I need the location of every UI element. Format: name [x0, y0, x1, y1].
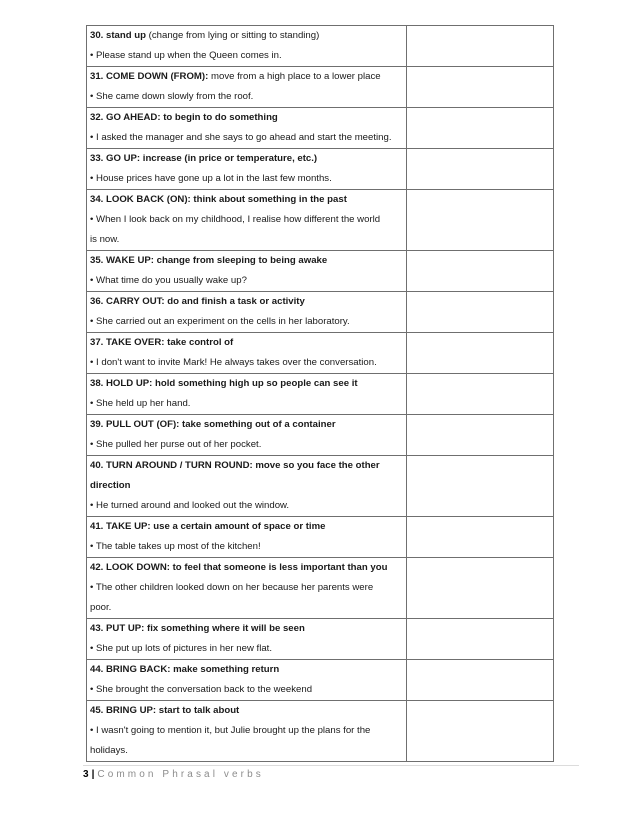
- entry-row: [87, 415, 554, 456]
- entry-definition: (change from lying or sitting to standing): [145, 30, 320, 41]
- entry-title: 31. COME DOWN (FROM):: [90, 71, 209, 82]
- entry-title: 38. HOLD UP: hold something high up so people can see it: [90, 378, 358, 389]
- entry-heading: [87, 333, 406, 353]
- entry-heading: [87, 67, 406, 87]
- entry-heading: [87, 619, 406, 639]
- blank-answer-cell: [407, 292, 554, 333]
- entry-cell: [87, 333, 407, 374]
- blank-answer-cell: [407, 26, 554, 67]
- entry-cell: [87, 67, 407, 108]
- entry-title: 41. TAKE UP: use a certain amount of space or time: [90, 521, 326, 532]
- blank-answer-cell: [407, 374, 554, 415]
- entry-heading: [87, 251, 406, 271]
- blank-answer-cell: [407, 251, 554, 292]
- entry-example-line: holidays.: [90, 745, 128, 756]
- blank-answer-cell: [407, 415, 554, 456]
- entry-row: [87, 149, 554, 190]
- entry-example-line: • She brought the conversation back to the weekend: [90, 684, 313, 695]
- entry-heading: [87, 108, 406, 128]
- entry-cell: [87, 149, 407, 190]
- entry-example-line: • He turned around and looked out the window.: [90, 500, 290, 511]
- entry-example-line: • She pulled her purse out of her pocket.: [90, 439, 262, 450]
- entry-heading: [87, 149, 406, 169]
- entry-example-line: • She held up her hand.: [90, 398, 191, 409]
- blank-answer-cell: [407, 619, 554, 660]
- entry-example-line: poor.: [90, 602, 112, 613]
- entry-title: 44. BRING BACK: make something return: [90, 664, 280, 675]
- entry-example-line: • I asked the manager and she says to go ahead and start the meeting.: [90, 132, 392, 143]
- entry-heading: [87, 292, 406, 312]
- entry-title: 40. TURN AROUND / TURN ROUND: move so you face the other: [90, 460, 380, 471]
- entry-title: 42. LOOK DOWN: to feel that someone is less important than you: [90, 562, 388, 573]
- entry-row: [87, 108, 554, 149]
- entry-title: 32. GO AHEAD: to begin to do something: [90, 112, 278, 123]
- entry-example-line: • The other children looked down on her because her parents were: [90, 582, 374, 593]
- page-footer: [83, 765, 579, 780]
- entry-heading-continued: [87, 476, 406, 496]
- entry-heading: [87, 701, 406, 721]
- entry-example-line: • I don't want to invite Mark! He always takes over the conversation.: [90, 357, 377, 368]
- entry-example-line: • I wasn't going to mention it, but Julie brought up the plans for the: [90, 725, 371, 736]
- entry-title: 43. PUT UP: fix something where it will be seen: [90, 623, 305, 634]
- entry-title: 37. TAKE OVER: take control of: [90, 337, 234, 348]
- entry-example-line: • Please stand up when the Queen comes in.: [90, 50, 282, 61]
- footer-title: Common Phrasal verbs: [97, 769, 264, 780]
- entry-row: [87, 26, 554, 67]
- entry-example-line: • She came down slowly from the roof.: [90, 91, 254, 102]
- entry-row: [87, 456, 554, 517]
- entry-cell: [87, 190, 407, 251]
- entry-example-line: • What time do you usually wake up?: [90, 275, 247, 286]
- table-body: [87, 26, 554, 762]
- entry-heading: [87, 190, 406, 210]
- entry-example-line: is now.: [90, 234, 120, 245]
- entry-row: [87, 251, 554, 292]
- entry-row: [87, 558, 554, 619]
- page-number: 3: [83, 769, 89, 780]
- entry-row: [87, 67, 554, 108]
- blank-answer-cell: [407, 190, 554, 251]
- entry-example-line: • When I look back on my childhood, I realise how different the world: [90, 214, 381, 225]
- entry-row: [87, 374, 554, 415]
- blank-answer-cell: [407, 701, 554, 762]
- entry-row: [87, 190, 554, 251]
- entry-heading: [87, 517, 406, 537]
- entry-cell: [87, 558, 407, 619]
- entry-example-line: • She put up lots of pictures in her new flat.: [90, 643, 273, 654]
- entry-example-line: • She carried out an experiment on the cells in her laboratory.: [90, 316, 350, 327]
- entry-cell: [87, 456, 407, 517]
- blank-answer-cell: [407, 660, 554, 701]
- entry-cell: [87, 701, 407, 762]
- blank-answer-cell: [407, 558, 554, 619]
- entry-title: 36. CARRY OUT: do and finish a task or activity: [90, 296, 305, 307]
- entry-title: 45. BRING UP: start to talk about: [90, 705, 240, 716]
- entry-row: [87, 619, 554, 660]
- entry-row: [87, 660, 554, 701]
- entry-cell: [87, 26, 407, 67]
- entry-cell: [87, 415, 407, 456]
- entry-example-line: • The table takes up most of the kitchen!: [90, 541, 261, 552]
- blank-answer-cell: [407, 108, 554, 149]
- entry-row: [87, 517, 554, 558]
- entry-row: [87, 292, 554, 333]
- entry-heading: [87, 660, 406, 680]
- entry-cell: [87, 517, 407, 558]
- phrasal-verbs-table: [86, 25, 554, 762]
- entry-title-continued: direction: [90, 480, 131, 491]
- blank-answer-cell: [407, 67, 554, 108]
- entry-cell: [87, 251, 407, 292]
- entry-title: 35. WAKE UP: change from sleeping to being awake: [90, 255, 328, 266]
- entry-cell: [87, 292, 407, 333]
- entry-heading: [87, 374, 406, 394]
- entry-cell: [87, 108, 407, 149]
- blank-answer-cell: [407, 149, 554, 190]
- entry-cell: [87, 374, 407, 415]
- footer-separator: |: [91, 769, 95, 780]
- entry-definition: move from a high place to a lower place: [208, 71, 381, 82]
- entry-cell: [87, 660, 407, 701]
- entry-row: [87, 701, 554, 762]
- blank-answer-cell: [407, 517, 554, 558]
- entry-title: 30. stand up: [90, 30, 146, 41]
- entry-row: [87, 333, 554, 374]
- entry-title: 34. LOOK BACK (ON): think about something in the past: [90, 194, 347, 205]
- blank-answer-cell: [407, 333, 554, 374]
- entry-example-line: • House prices have gone up a lot in the last few months.: [90, 173, 332, 184]
- blank-answer-cell: [407, 456, 554, 517]
- entry-heading: [87, 26, 406, 46]
- entry-title: 33. GO UP: increase (in price or temperature, etc.): [90, 153, 318, 164]
- entry-heading: [87, 558, 406, 578]
- entry-cell: [87, 619, 407, 660]
- entry-heading: [87, 456, 406, 476]
- entry-heading: [87, 415, 406, 435]
- entry-title: 39. PULL OUT (OF): take something out of a container: [90, 419, 336, 430]
